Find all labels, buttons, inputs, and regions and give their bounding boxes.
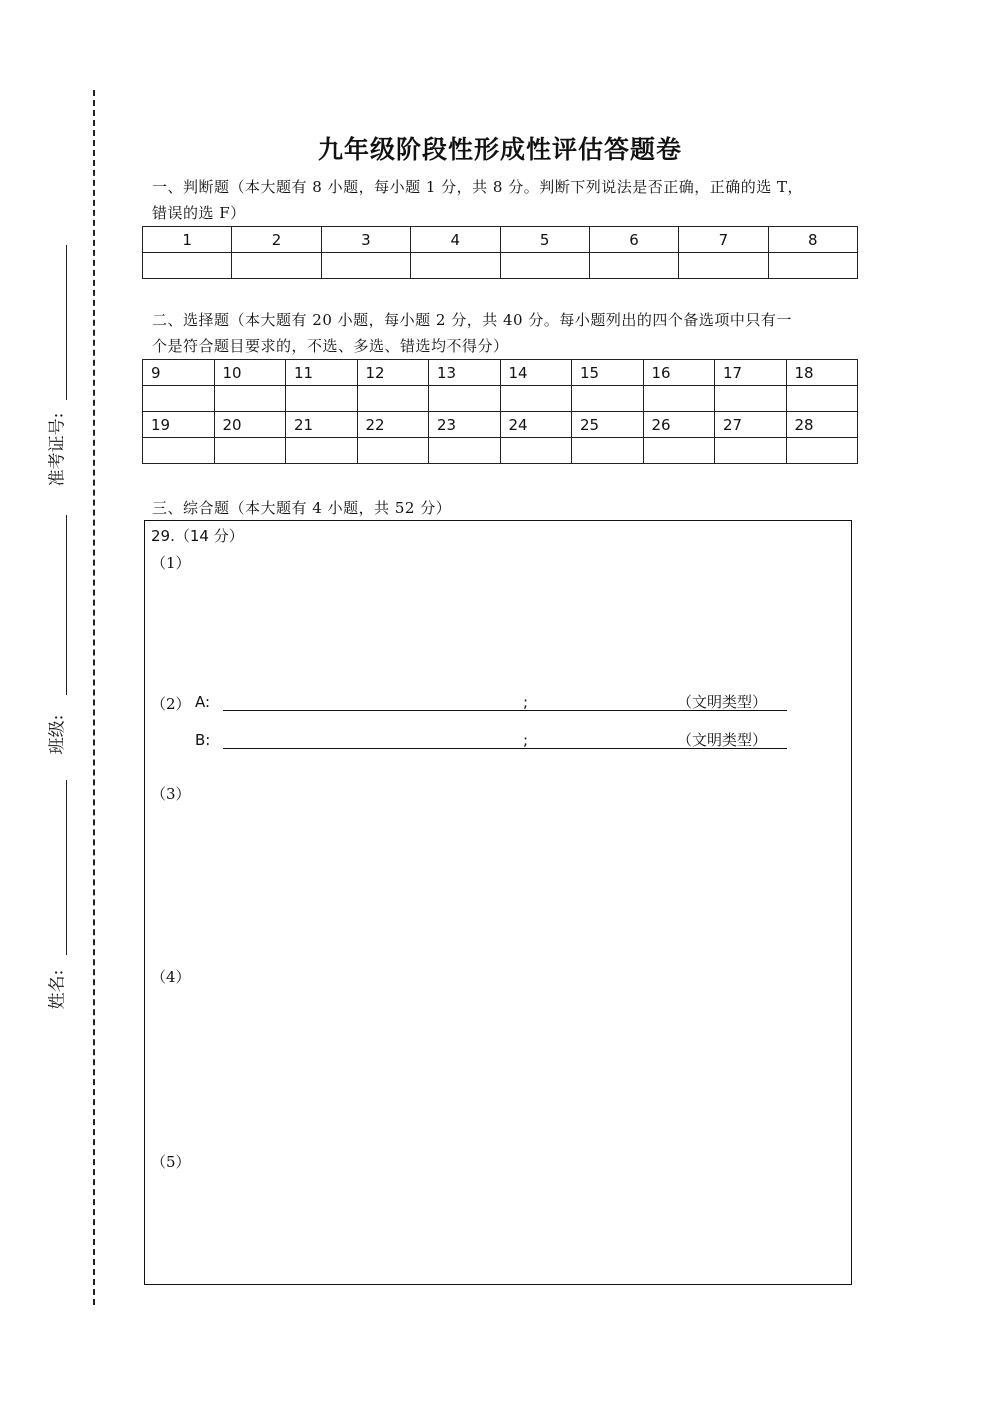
exam-id-label: 准考证号:: [47, 412, 68, 487]
answer-cell[interactable]: [357, 438, 429, 464]
page-title: 九年级阶段性形成性评估答题卷: [317, 135, 682, 164]
answer-cell[interactable]: [429, 386, 501, 412]
class-line[interactable]: [66, 515, 67, 695]
binding-dashed-line: [93, 90, 95, 1305]
question-number: 18: [786, 360, 858, 386]
q29-label: 29.（14 分）: [151, 527, 244, 545]
answer-cell[interactable]: [429, 438, 501, 464]
section3-heading: 三、综合题（本大题有 4 小题，共 52 分）: [152, 499, 452, 517]
question-number: 5: [500, 227, 589, 253]
question-number: 15: [572, 360, 644, 386]
name-label: 姓名:: [47, 969, 68, 1010]
answer-cell[interactable]: [411, 253, 500, 279]
answer-cell[interactable]: [286, 438, 358, 464]
class-label: 班级:: [47, 714, 68, 755]
answer-cell[interactable]: [500, 386, 572, 412]
question-number: 14: [500, 360, 572, 386]
question-number: 11: [286, 360, 358, 386]
exam-id-field: [38, 245, 78, 495]
part2-b-civ-type: （文明类型）: [677, 731, 768, 749]
table-row: [143, 386, 858, 412]
question-number: 9: [143, 360, 215, 386]
answer-cell[interactable]: [679, 253, 768, 279]
answer-cell[interactable]: [500, 253, 589, 279]
true-false-answer-table: [142, 226, 858, 279]
part5-label: （5）: [151, 1153, 191, 1171]
part4-label: （4）: [151, 968, 191, 986]
table-row: [143, 253, 858, 279]
answer-cell[interactable]: [143, 386, 215, 412]
question-number: 6: [589, 227, 678, 253]
part2-a-semicolon: ;: [523, 693, 529, 711]
part2-a-civ-type: （文明类型）: [677, 693, 768, 711]
part1-label: （1）: [151, 554, 191, 572]
question-number: 10: [214, 360, 286, 386]
table-row: [143, 360, 858, 386]
answer-cell[interactable]: [286, 386, 358, 412]
question-number: 16: [643, 360, 715, 386]
question-number: 8: [768, 227, 857, 253]
question-number: 12: [357, 360, 429, 386]
question-number: 27: [715, 412, 787, 438]
question-number: 7: [679, 227, 768, 253]
question-number: 23: [429, 412, 501, 438]
question-number: 20: [214, 412, 286, 438]
question-number: 22: [357, 412, 429, 438]
answer-cell[interactable]: [572, 386, 644, 412]
class-field: [38, 515, 78, 760]
answer-cell[interactable]: [232, 253, 321, 279]
part2-b-label: B:: [195, 731, 211, 749]
part3-label: （3）: [151, 785, 191, 803]
answer-cell[interactable]: [214, 386, 286, 412]
multiple-choice-answer-table: [142, 359, 858, 464]
question-number: 25: [572, 412, 644, 438]
question-number: 21: [286, 412, 358, 438]
table-row: [143, 412, 858, 438]
q29-answer-box[interactable]: [144, 520, 852, 1285]
table-row: [143, 227, 858, 253]
section1-heading: 一、判断题（本大题有 8 小题，每小题 1 分，共 8 分。判断下列说法是否正确，正确的选 T， 错误的选 F）: [152, 178, 804, 222]
name-field: [38, 780, 78, 1020]
answer-cell[interactable]: [643, 438, 715, 464]
question-number: 28: [786, 412, 858, 438]
section2-heading: 二、选择题（本大题有 20 小题，每小题 2 分，共 40 分。每小题列出的四个备选项中只有一 个是符合题目要求的，不选、多选、错选均不得分）: [152, 311, 792, 355]
exam-id-line[interactable]: [66, 245, 67, 400]
answer-cell[interactable]: [589, 253, 678, 279]
table-row: [143, 438, 858, 464]
answer-cell[interactable]: [786, 438, 858, 464]
question-number: 13: [429, 360, 501, 386]
answer-cell[interactable]: [786, 386, 858, 412]
answer-cell[interactable]: [214, 438, 286, 464]
question-number: 17: [715, 360, 787, 386]
part2-a-label: A:: [195, 693, 211, 711]
question-number: 4: [411, 227, 500, 253]
answer-cell[interactable]: [321, 253, 410, 279]
part2-label: （2）: [151, 695, 191, 713]
question-number: 19: [143, 412, 215, 438]
answer-cell[interactable]: [357, 386, 429, 412]
question-number: 3: [321, 227, 410, 253]
question-number: 1: [143, 227, 232, 253]
answer-cell[interactable]: [715, 438, 787, 464]
name-line[interactable]: [66, 780, 67, 955]
part2-b-semicolon: ;: [523, 731, 529, 749]
question-number: 24: [500, 412, 572, 438]
answer-cell[interactable]: [500, 438, 572, 464]
answer-cell[interactable]: [715, 386, 787, 412]
answer-cell[interactable]: [768, 253, 857, 279]
question-number: 2: [232, 227, 321, 253]
answer-cell[interactable]: [143, 438, 215, 464]
question-number: 26: [643, 412, 715, 438]
answer-cell[interactable]: [572, 438, 644, 464]
answer-cell[interactable]: [643, 386, 715, 412]
answer-cell[interactable]: [143, 253, 232, 279]
